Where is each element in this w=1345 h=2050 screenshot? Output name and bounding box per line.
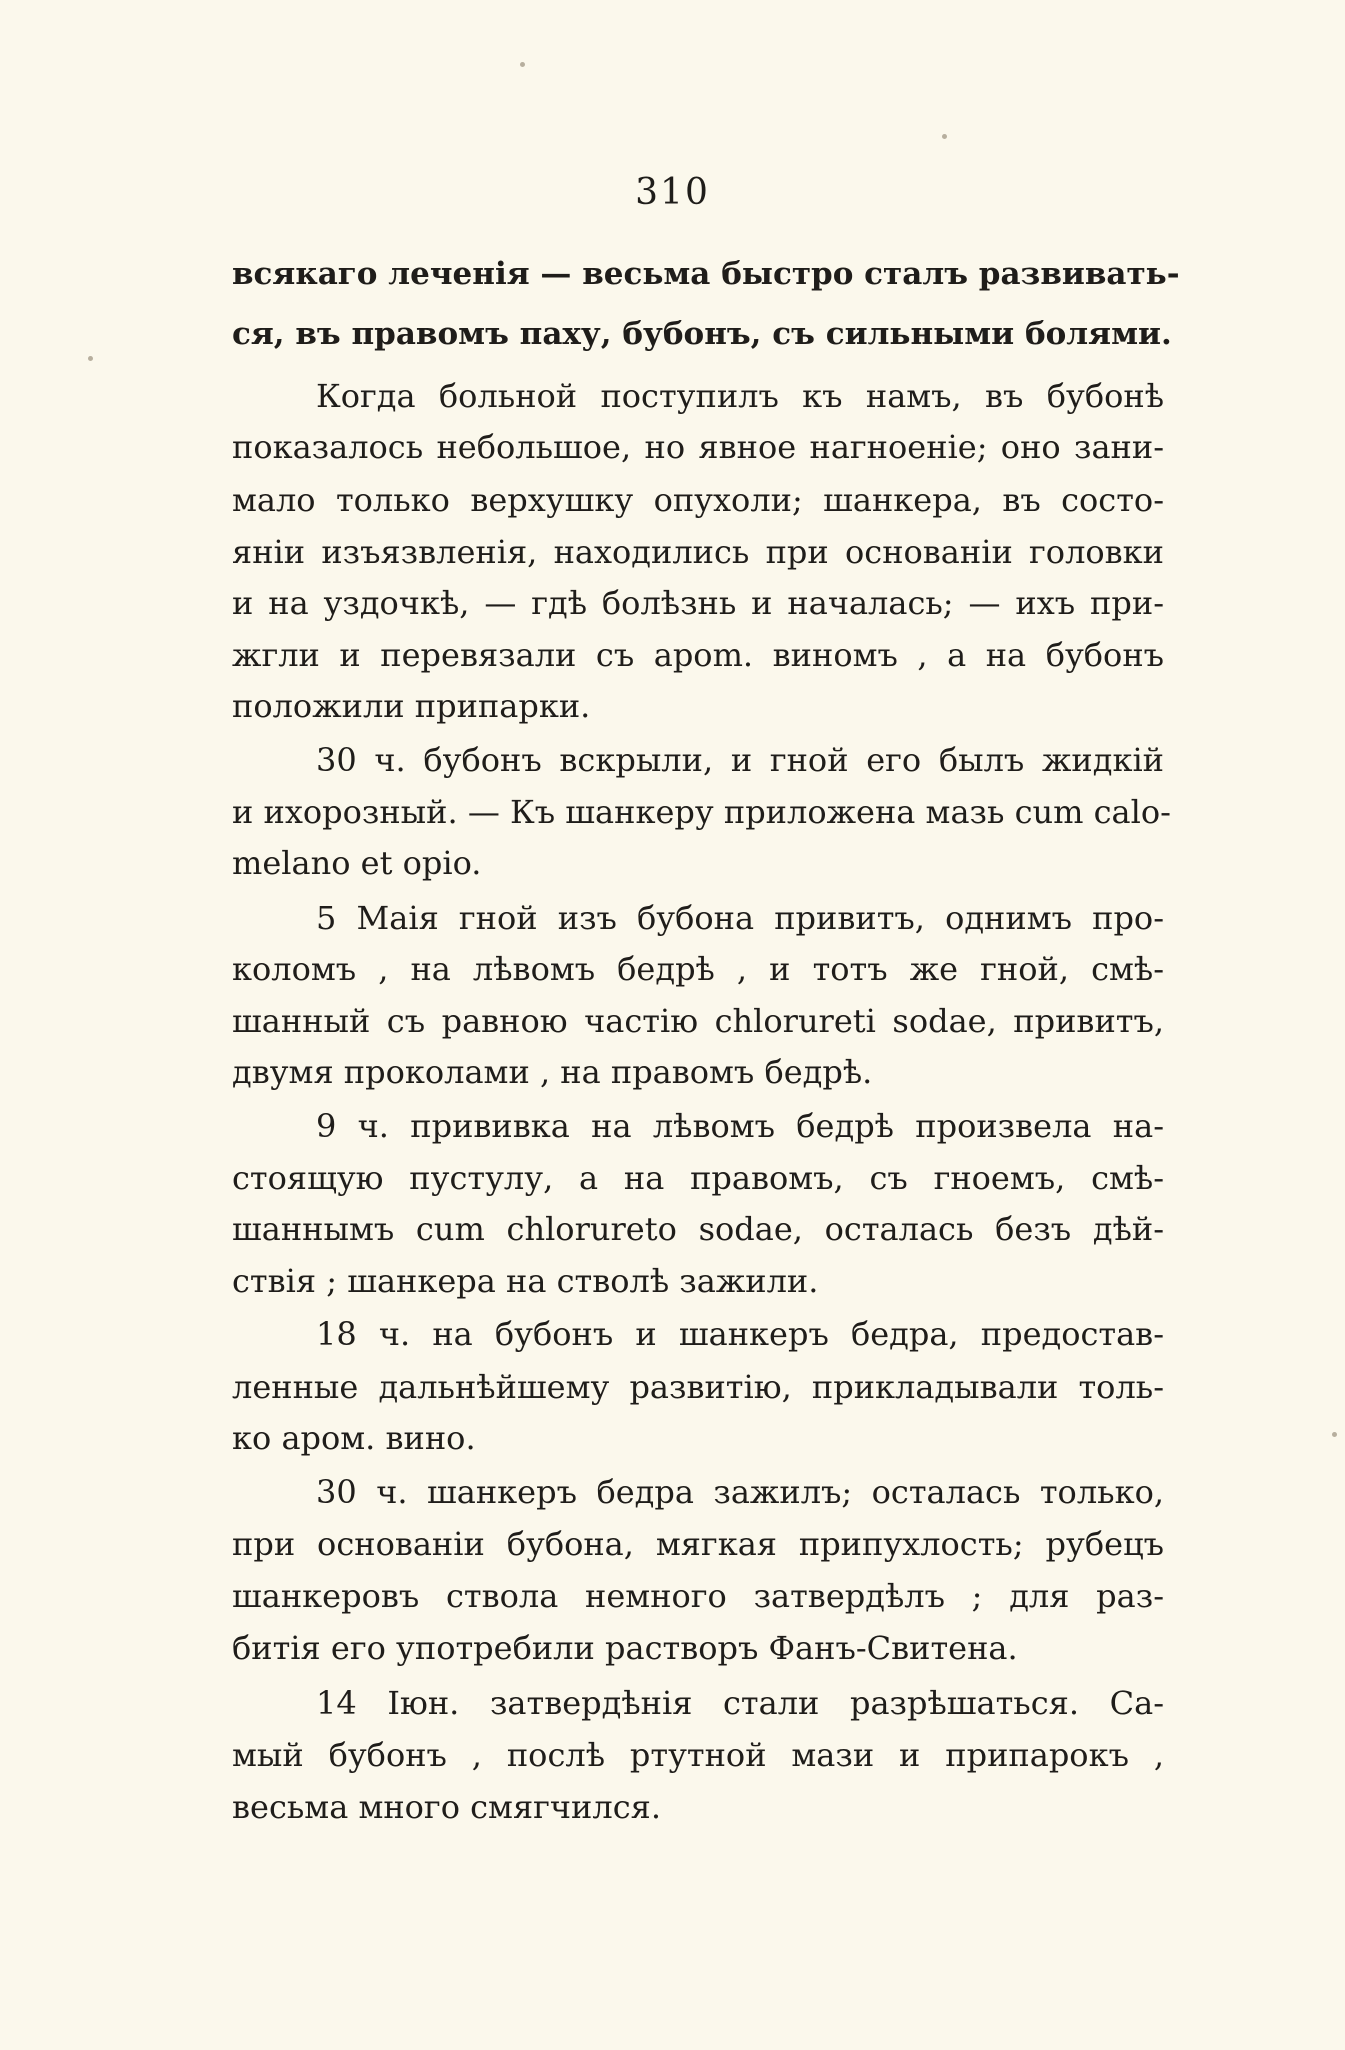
text-line: мало только верхушку опухоли; шанкера, въ состо- xyxy=(232,481,1164,519)
text-line: шаннымъ cum chlorureto sodae, осталась безъ дѣй- xyxy=(232,1210,1164,1248)
paper-speck xyxy=(520,62,525,67)
text-line: при основаніи бубона, мягкая припухлость; рубецъ xyxy=(232,1525,1164,1563)
text-line: ко аром. вино. xyxy=(232,1419,476,1457)
text-line: жгли и перевязали съ ароm. виномъ , а на бубонъ xyxy=(232,636,1164,674)
text-line: стоящую пустулу, а на правомъ, съ гноемъ, смѣ- xyxy=(232,1159,1164,1197)
text-line: ся, въ правомъ паху, бубонъ, съ сильными болями. xyxy=(232,316,1172,352)
text-line: шанкеровъ ствола немного затвердѣлъ ; для раз- xyxy=(232,1577,1164,1615)
text-line: и ихорозный. — Къ шанкеру приложена мазь cum calo- xyxy=(232,793,1171,831)
text-line: весьма много смягчился. xyxy=(232,1788,661,1826)
text-line: 9 ч. прививка на лѣвомъ бедрѣ произвела на- xyxy=(316,1107,1164,1145)
text-line: и на уздочкѣ, — гдѣ болѣзнь и началась; — ихъ при- xyxy=(232,584,1164,622)
text-line: melano et opio. xyxy=(232,844,482,882)
text-line: положили припарки. xyxy=(232,687,591,725)
text-line: двумя проколами , на правомъ бедрѣ. xyxy=(232,1053,873,1091)
paper-speck xyxy=(88,356,93,361)
text-line: 30 ч. бубонъ вскрыли, и гной его былъ жидкій xyxy=(316,741,1164,779)
text-line: шанный съ равною частію chlorureti sodae, привитъ, xyxy=(232,1002,1164,1040)
text-line: Когда больной поступилъ къ намъ, въ бубонѣ xyxy=(316,377,1164,415)
page-number: 310 xyxy=(635,172,710,213)
text-line: коломъ , на лѣвомъ бедрѣ , и тотъ же гной, смѣ- xyxy=(232,950,1164,988)
text-line: яніи изъязвленія, находились при основаніи головки xyxy=(232,533,1164,571)
text-line: всякаго леченія — весьма быстро сталъ развивать- xyxy=(232,256,1180,292)
text-line: битія его употребили растворъ Фанъ-Свитена. xyxy=(232,1629,1018,1667)
text-line: мый бубонъ , послѣ ртутной мази и припарокъ , xyxy=(232,1736,1164,1774)
paper-speck xyxy=(1332,1432,1337,1437)
text-line: 14 Іюн. затвердѣнія стали разрѣшаться. Са- xyxy=(316,1684,1164,1722)
text-line: ствія ; шанкера на стволѣ зажили. xyxy=(232,1262,819,1300)
text-line: 30 ч. шанкеръ бедра зажилъ; осталась только, xyxy=(316,1473,1164,1511)
text-line: показалось небольшое, но явное нагноеніе; оно зани- xyxy=(232,428,1164,466)
text-line: 18 ч. на бубонъ и шанкеръ бедра, предостав- xyxy=(316,1315,1164,1353)
text-line: ленные дальнѣйшему развитію, прикладывали толь- xyxy=(232,1368,1164,1406)
text-line: 5 Маія гной изъ бубона привитъ, однимъ про- xyxy=(316,899,1164,937)
paper-speck xyxy=(942,134,947,139)
